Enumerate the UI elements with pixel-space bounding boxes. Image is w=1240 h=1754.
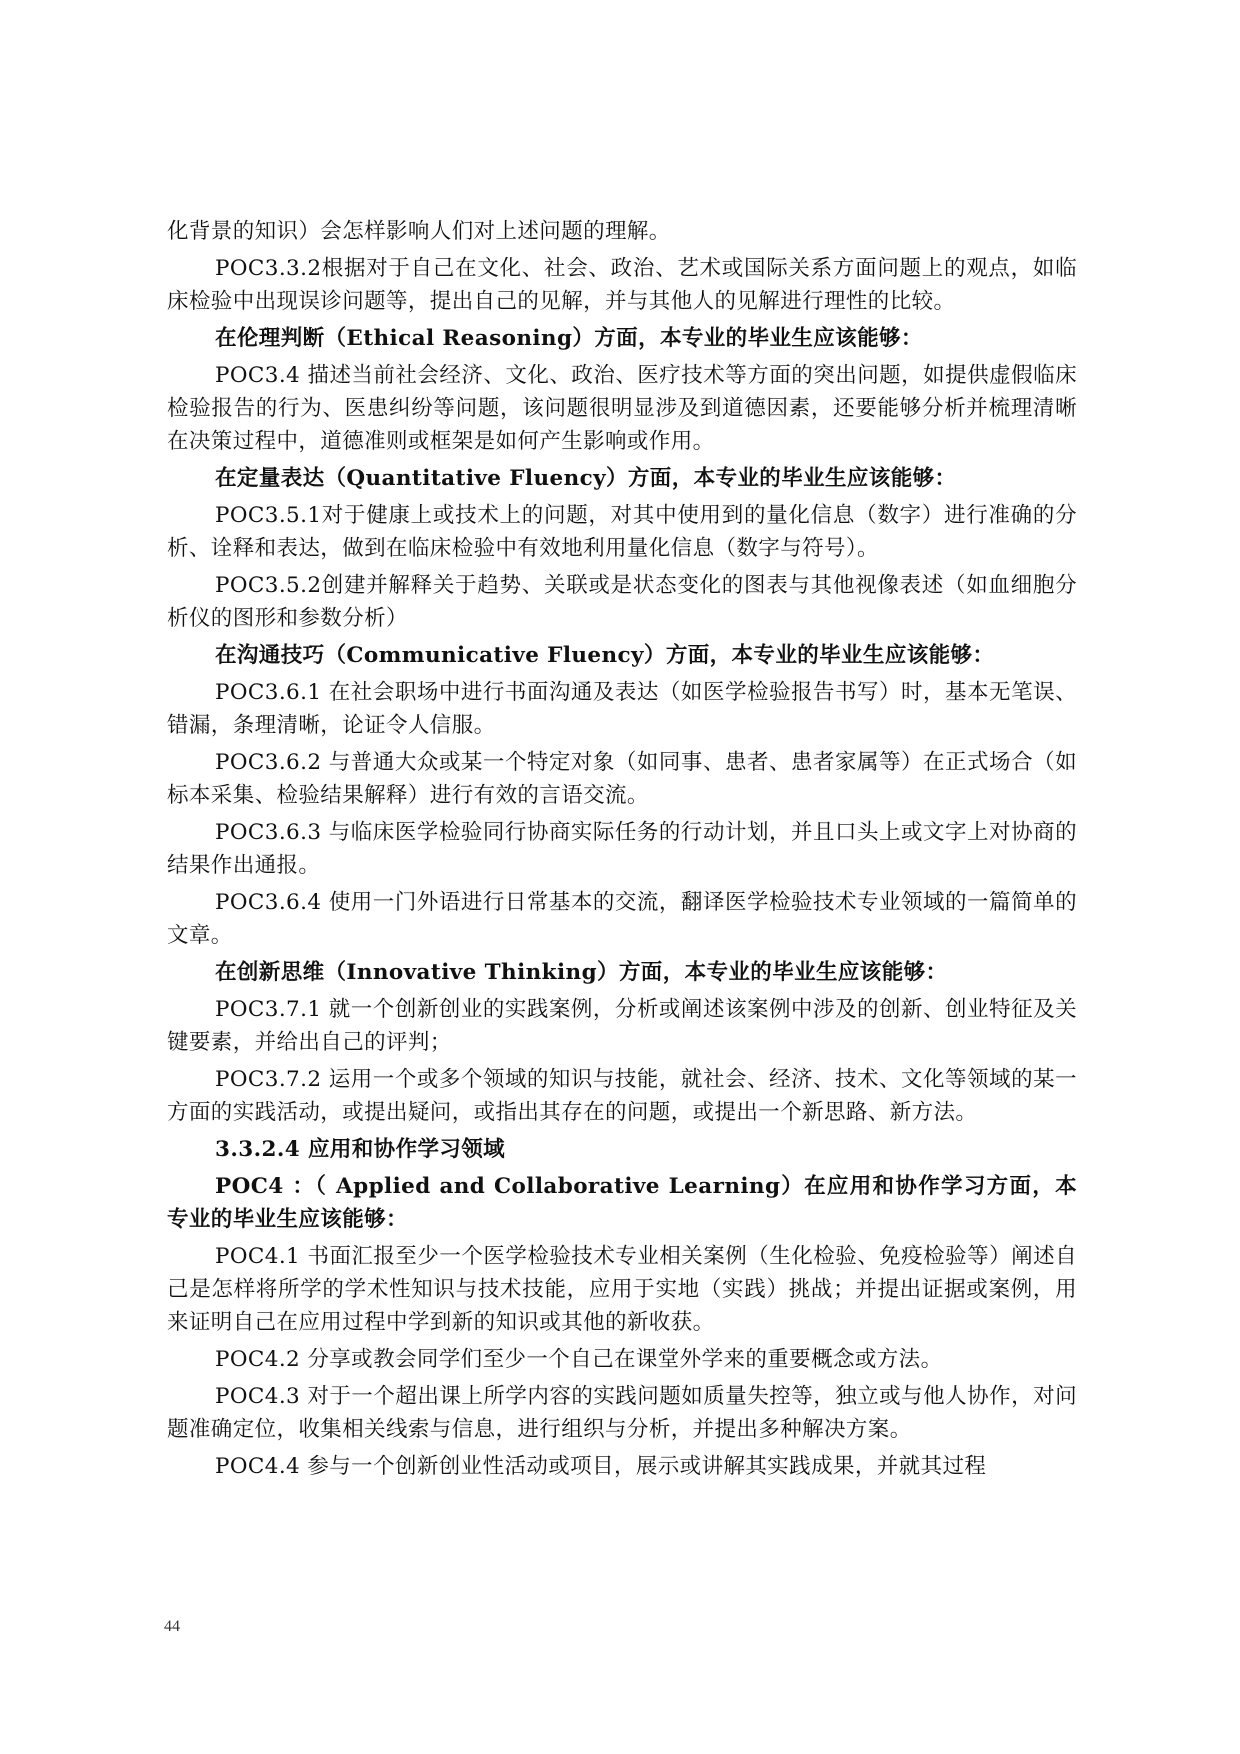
paragraph: POC3.6.3 与临床医学检验同行协商实际任务的行动计划，并且口头上或文字上对协商的结果作出通报。 (167, 820, 1077, 878)
section-heading: 在伦理判断（Ethical Reasoning）方面，本专业的毕业生应该能够： (215, 326, 923, 351)
paragraph: POC3.7.1 就一个创新创业的实践案例，分析或阐述该案例中涉及的创新、创业特征及关键要素，并给出自己的评判； (167, 997, 1077, 1055)
section-heading: 在定量表达（Quantitative Fluency）方面，本专业的毕业生应该能够： (215, 466, 957, 491)
section-heading: 在沟通技巧（Communicative Fluency）方面，本专业的毕业生应该能够： (215, 643, 995, 668)
paragraph: POC4.3 对于一个超出课上所学内容的实践问题如质量失控等，独立或与他人协作，对问题准确定位，收集相关线索与信息，进行组织与分析，并提出多种解决方案。 (167, 1384, 1077, 1442)
paragraph: POC3.4 描述当前社会经济、文化、政治、医疗技术等方面的突出问题，如提供虚假临床检验报告的行为、医患纠纷等问题，该问题很明显涉及到道德因素，还要能够分析并梳理清晰在决策过程中，道德准则或框架是如何产生影响或作用。 (167, 363, 1077, 454)
poc4-heading: POC4 ：（ Applied and Collaborative Learning）在应用和协作学习方面，本专业的毕业生应该能够： (167, 1174, 1077, 1232)
paragraph: POC3.5.2创建并解释关于趋势、关联或是状态变化的图表与其他视像表述（如血细胞分析仪的图形和参数分析） (167, 573, 1077, 631)
paragraph: POC3.5.1对于健康上或技术上的问题，对其中使用到的量化信息（数字）进行准确的分析、诠释和表达，做到在临床检验中有效地利用量化信息（数字与符号）。 (167, 503, 1077, 561)
paragraph: POC4.2 分享或教会同学们至少一个自己在课堂外学来的重要概念或方法。 (215, 1347, 943, 1372)
paragraph: POC3.6.4 使用一门外语进行日常基本的交流，翻译医学检验技术专业领域的一篇简单的文章。 (167, 890, 1077, 948)
document-body (167, 215, 1077, 1487)
paragraph: POC3.6.2 与普通大众或某一个特定对象（如同事、患者、患者家属等）在正式场合（如标本采集、检验结果解释）进行有效的言语交流。 (167, 750, 1077, 808)
page-number: 44 (164, 1618, 180, 1635)
paragraph: POC4.4 参与一个创新创业性活动或项目，展示或讲解其实践成果，并就其过程 (215, 1454, 987, 1479)
subsection-heading: 3.3.2.4 应用和协作学习领域 (215, 1137, 506, 1162)
paragraph: POC3.7.2 运用一个或多个领域的知识与技能，就社会、经济、技术、文化等领域的某一方面的实践活动，或提出疑问，或指出其存在的问题，或提出一个新思路、新方法。 (167, 1067, 1077, 1125)
paragraph: 化背景的知识）会怎样影响人们对上述问题的理解。 (167, 219, 671, 244)
paragraph: POC4.1 书面汇报至少一个医学检验技术专业相关案例（生化检验、免疫检验等）阐述自己是怎样将所学的学术性知识与技术技能，应用于实地（实践）挑战；并提出证据或案例，用来证明自己在应用过程中学到新的知识或其他的新收获。 (167, 1244, 1077, 1335)
section-heading: 在创新思维（Innovative Thinking）方面，本专业的毕业生应该能够： (215, 960, 948, 985)
paragraph: POC3.3.2根据对于自己在文化、社会、政治、艺术或国际关系方面问题上的观点，如临床检验中出现误诊问题等，提出自己的见解，并与其他人的见解进行理性的比较。 (167, 256, 1077, 314)
paragraph: POC3.6.1 在社会职场中进行书面沟通及表达（如医学检验报告书写）时，基本无笔误、错漏，条理清晰，论证令人信服。 (167, 680, 1077, 738)
